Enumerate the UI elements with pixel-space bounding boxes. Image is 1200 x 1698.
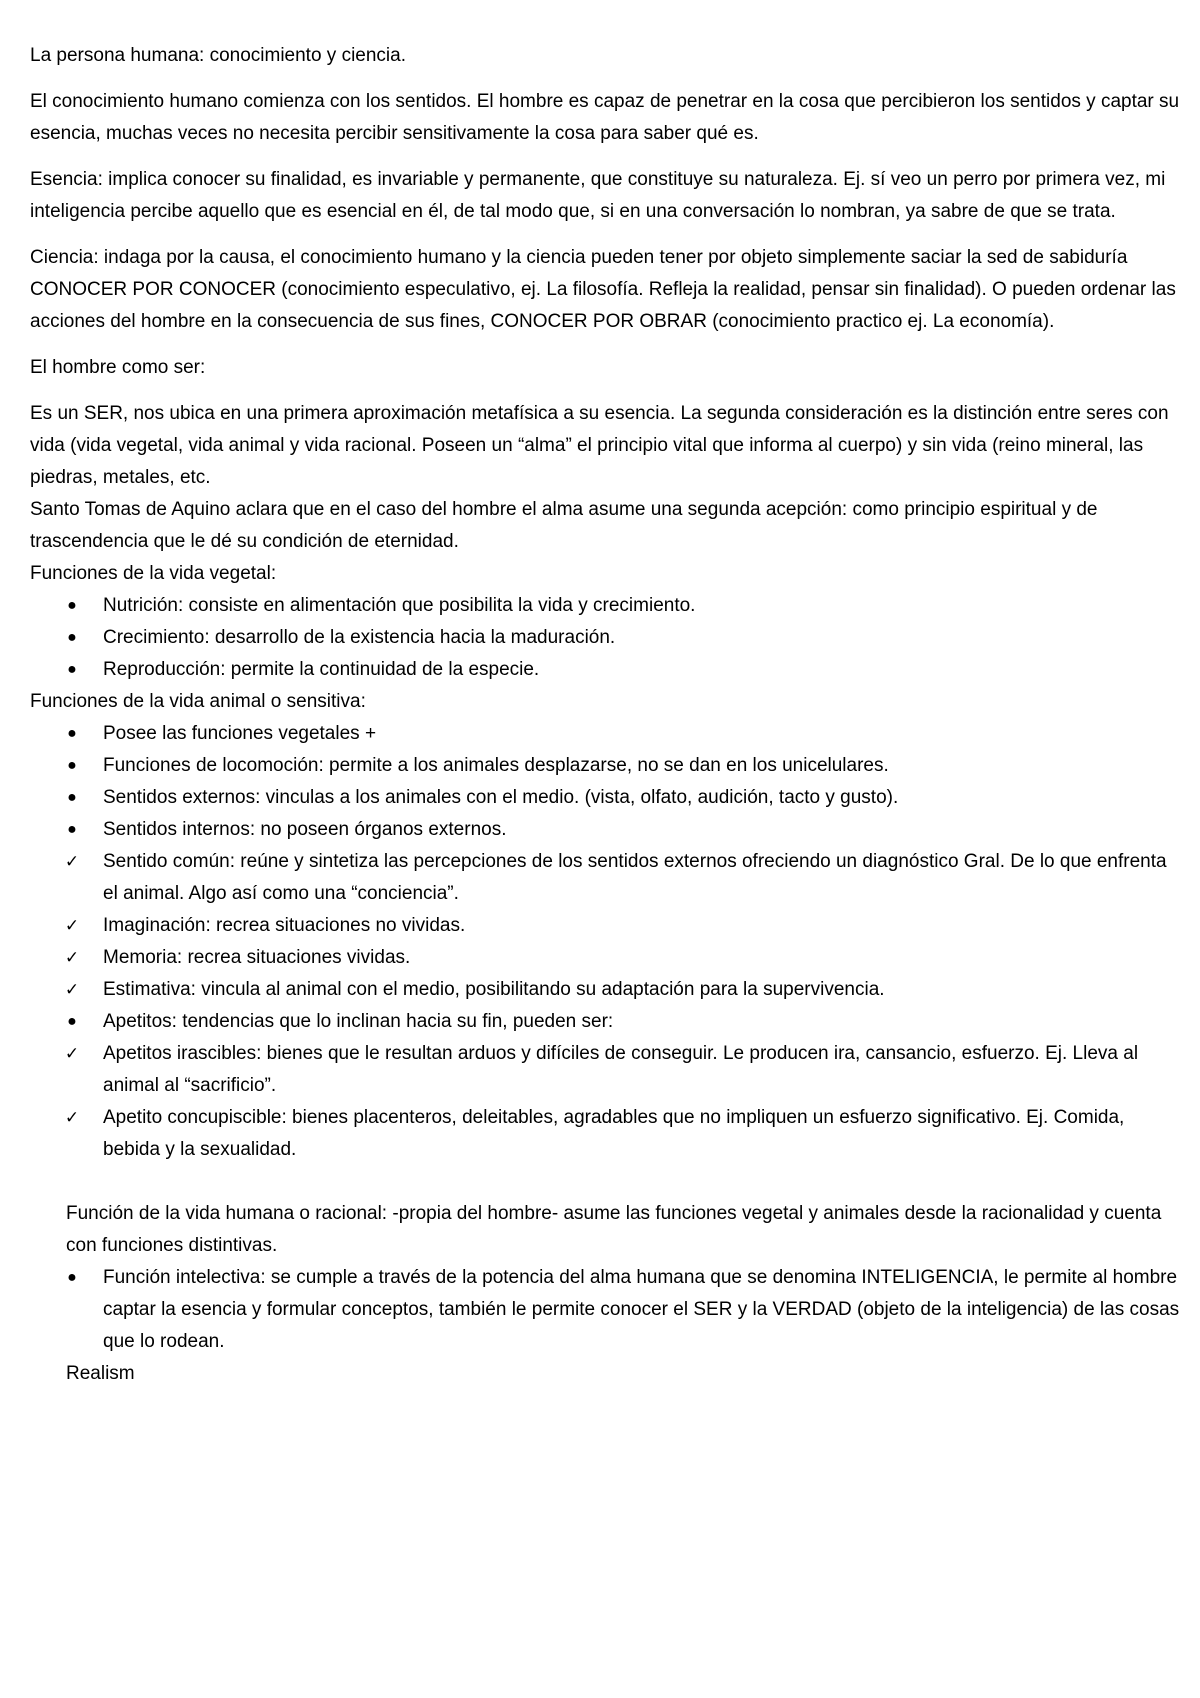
paragraph-vida-humana: Función de la vida humana o racional: -propia del hombre- asume las funciones vegetal y animales desde la racionalidad y cuenta con funciones distintivas.	[66, 1203, 1162, 1256]
paragraph-ciencia: Ciencia: indaga por la causa, el conocimiento humano y la ciencia pueden tener por objeto simplemente saciar la sed de sabiduría CONOCER POR CONOCER (conocimiento especulativo, ej. La filosofía. Refleja la realidad, pensar sin finalidad). O pueden ordenar las acciones del hombre en la consecuencia de sus fines, CONOCER POR OBRAR (conocimiento practico ej. La economía).	[30, 247, 1176, 332]
list-item	[30, 622, 1180, 654]
list-item	[30, 590, 1180, 622]
list-item-text: Reproducción: permite la continuidad de la especie.	[103, 659, 540, 680]
blank-line	[30, 1166, 1180, 1198]
list-item	[30, 846, 1180, 910]
list-item	[30, 654, 1180, 686]
list-item-text: Función intelectiva: se cumple a través de la potencia del alma humana que se denomina INTELIGENCIA, le permite al hombre captar la esencia y formular conceptos, también le permite conocer el SER y la VERDAD (objeto de la inteligencia) de las cosas que lo rodean.	[103, 1267, 1180, 1352]
list-item	[30, 910, 1180, 942]
list-item-text: Memoria: recrea situaciones vividas.	[103, 947, 411, 968]
paragraph-conocimiento: El conocimiento humano comienza con los sentidos. El hombre es capaz de penetrar en la cosa que percibieron los sentidos y captar su esencia, muchas veces no necesita percibir sensitivamente la cosa para saber qué es.	[30, 91, 1180, 144]
checkmark-icon: ✓	[64, 948, 80, 968]
paragraph-esencia: Esencia: implica conocer su finalidad, es invariable y permanente, que constituye su naturaleza. Ej. sí veo un perro por primera vez, mi inteligencia percibe aquello que es esencial en él, de tal modo que, si en una conversación lo nombran, ya sabre de que se trata.	[30, 169, 1166, 222]
bullet-icon: ●	[67, 757, 77, 774]
bullet-icon: ●	[67, 1269, 77, 1286]
list-vida-animal	[30, 718, 1180, 1166]
list-item-text: Apetitos irascibles: bienes que le resultan arduos y difíciles de conseguir. Le producen ira, cansancio, esfuerzo. Ej. Lleva al animal al “sacrificio”.	[103, 1043, 1139, 1096]
checkmark-icon: ✓	[64, 852, 80, 872]
bullet-icon: ●	[67, 789, 77, 806]
list-item	[30, 718, 1180, 750]
list-item	[30, 974, 1180, 1006]
list-item-text: Crecimiento: desarrollo de la existencia hacia la maduración.	[103, 627, 616, 648]
bullet-icon: ●	[67, 1013, 77, 1030]
list-item-text: Nutrición: consiste en alimentación que posibilita la vida y crecimiento.	[103, 595, 696, 616]
list-item-text: Estimativa: vincula al animal con el medio, posibilitando su adaptación para la supervivencia.	[103, 979, 885, 1000]
bullet-icon: ●	[67, 597, 77, 614]
bullet-icon: ●	[67, 661, 77, 678]
list-item	[30, 1102, 1180, 1166]
heading-vida-vegetal: Funciones de la vida vegetal:	[30, 563, 277, 584]
document-page	[30, 40, 1180, 1390]
list-vida-vegetal	[30, 590, 1180, 686]
checkmark-icon: ✓	[64, 980, 80, 1000]
bullet-icon: ●	[67, 629, 77, 646]
heading-vida-animal: Funciones de la vida animal o sensitiva:	[30, 691, 366, 712]
list-item-text: Apetito concupiscible: bienes placenteros, deleitables, agradables que no impliquen un esfuerzo significativo. Ej. Comida, bebida y la sexualidad.	[103, 1107, 1125, 1160]
paragraph-realism: Realism	[66, 1363, 135, 1384]
list-item	[30, 1006, 1180, 1038]
list-item-text: Sentidos internos: no poseen órganos externos.	[103, 819, 507, 840]
list-item-text: Posee las funciones vegetales +	[103, 723, 377, 744]
checkmark-icon: ✓	[64, 1108, 80, 1128]
paragraph-ser: Es un SER, nos ubica en una primera aproximación metafísica a su esencia. La segunda consideración es la distinción entre seres con vida (vida vegetal, vida animal y vida racional. Poseen un “alma” el principio vital que informa al cuerpo) y sin vida (reino mineral, las piedras, metales, etc.	[30, 403, 1169, 488]
checkmark-icon: ✓	[64, 916, 80, 936]
list-item-text: Sentido común: reúne y sintetiza las percepciones de los sentidos externos ofreciendo un diagnóstico Gral. De lo que enfrenta el animal. Algo así como una “conciencia”.	[103, 851, 1167, 904]
list-item-text: Apetitos: tendencias que lo inclinan hacia su fin, pueden ser:	[103, 1011, 614, 1032]
bullet-icon: ●	[67, 725, 77, 742]
list-item	[30, 942, 1180, 974]
list-item	[30, 1262, 1180, 1358]
heading-hombre-como-ser: El hombre como ser:	[30, 357, 206, 378]
list-item-text: Funciones de locomoción: permite a los animales desplazarse, no se dan en los unicelulares.	[103, 755, 889, 776]
list-vida-humana	[30, 1262, 1180, 1358]
doc-title: La persona humana: conocimiento y ciencia.	[30, 45, 407, 66]
list-item	[30, 814, 1180, 846]
list-item	[30, 750, 1180, 782]
checkmark-icon: ✓	[64, 1044, 80, 1064]
list-item-text: Imaginación: recrea situaciones no vividas.	[103, 915, 466, 936]
list-item	[30, 782, 1180, 814]
paragraph-santo-tomas: Santo Tomas de Aquino aclara que en el caso del hombre el alma asume una segunda acepción: como principio espiritual y de trascendencia que le dé su condición de eternidad.	[30, 499, 1098, 552]
bullet-icon: ●	[67, 821, 77, 838]
list-item-text: Sentidos externos: vinculas a los animales con el medio. (vista, olfato, audición, tacto y gusto).	[103, 787, 899, 808]
list-item	[30, 1038, 1180, 1102]
